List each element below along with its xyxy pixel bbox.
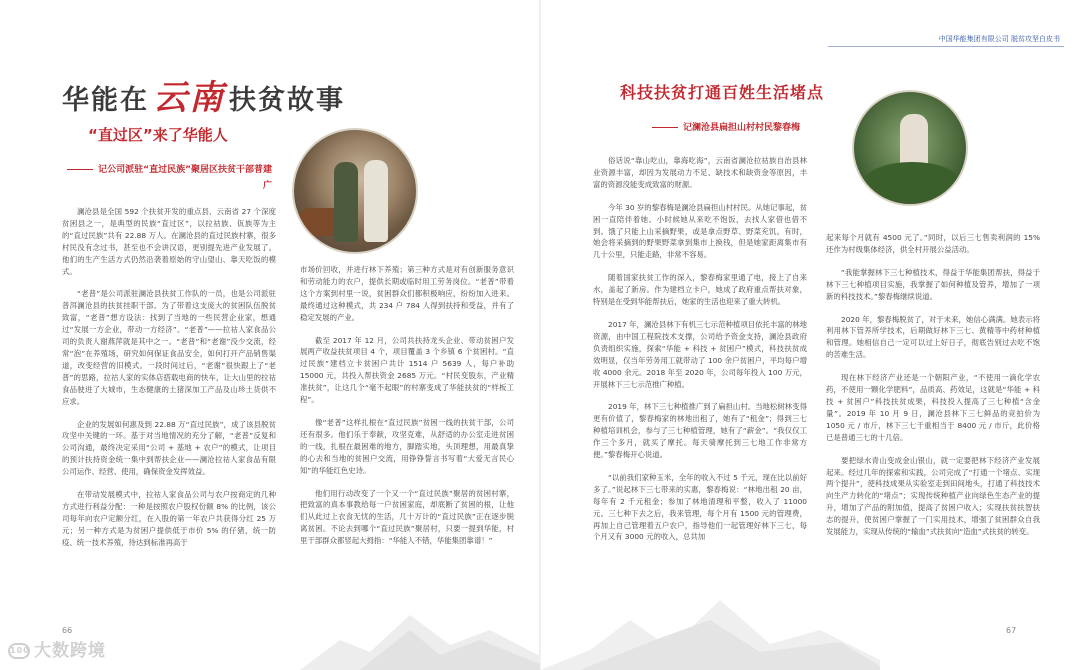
photo-cadre-with-villager: [292, 128, 418, 254]
photo-plant-shape: [864, 162, 960, 202]
mountain-ink-decoration: [300, 560, 540, 670]
mountain-ink-decoration: [540, 560, 880, 670]
story-subtitle: “直过区”来了华能人: [88, 126, 228, 144]
paragraph: 在带动发展模式中，拉祜人家食品公司与农户按商定的几种方式进行利益分配：一种是按照农户股权份额 8% 的比例，该公司每年向农户定额分红，在入股的第一年农户共获得分红 25 万元；另一种方式是为贫困户提供低于市价 5% 的仔猪，统一防疫、统一技术养殖，待达到标准再高于: [62, 490, 276, 547]
right-column-2: [826, 232, 1040, 549]
paragraph: 像“老普”这样扎根在“直过民族”贫困一线的扶贫干部，公司还有很多。他们乐于奉献，攻坚克难，从舒适的办公室走进贫困的一线，扎根在最困难的地方，脚踏实地，头顶理想，用最真挚的心去和当地的贫困户交流，用铮铮誓言书写着“大爱无言民心知”的华能红色史诗。: [300, 417, 514, 475]
paragraph: 今年 30 岁的黎春梅是澜沧县扁担山村村民。从她记事起，贫困一直陪伴着她。小时候她从来吃不饱饭，去找人家借也借不到。饿了只能上山采摘野果，或是拿点野草、野菜充饥。有时，她会将采摘到的野果野菜拿到集市上换钱，但是她家距离集市有几十公里，只能走路，非常不容易。: [593, 202, 807, 260]
left-column-2: [300, 264, 514, 558]
paragraph: 现在林下经济产业还是一个朝阳产业，“不使用一滴化学农药，不使用一颗化学肥料”，品质高、药效足，这就是“华能 + 科技 + 贫困户”科技扶贫成果，科技投入提高了三七种植“含金量”。2019 年 10 月 9 日，澜沧县林下三七鲜品的竞拍价为 1050 元 / 市斤，林下三七干重相当于 8400 元 / 市斤，此价格已是普通三七的十几倍。: [826, 373, 1040, 442]
left-column-1: [62, 206, 276, 560]
paragraph: 市场价回收，并进行林下养殖；第三种方式是对有创新服务意识和劳动能力的农户，提供长期或临时用工劳务岗位。“老普”带着这个方案到村里一说，贫困群众们都积极响应，纷纷加入进来。最终通过这种模式，共 234 户 784 人得到扶持和受益，并有了稳定发展的产业。: [300, 265, 514, 322]
paragraph: 2017 年，澜沧县林下有机三七示范种植项目依托丰富的林地资源，由中国工程院技术支撑，公司给予资金支持，澜沧县政府负责组织实施，探索“华能 + 科技 + 贫困户”模式，科技扶贫成效明显，仅当年劳务用工就带动了 100 余户贫困户，平均每户增收 4000 余元。2018 年至 2020 年，公司每年投入 100 万元，开展林下三七示范推广种植。: [593, 319, 807, 389]
paragraph: 2019 年，林下三七种植推广到了扁担山村。当地松树林变得更有价值了，黎春梅家的林地出租了，她有了“租金”；得到三七种植培训机会，参与了三七种植管理，她有了“薪金”。“我仅仅工作三个多月，就买了摩托。每天骑摩托到三七地工作非常方便。”黎春梅开心说道。: [593, 402, 807, 460]
photo-villager-with-plants: [852, 90, 968, 206]
photo-person-shape: [364, 160, 388, 242]
watermark-text: 大数跨境: [34, 641, 106, 661]
paragraph: 俗话说“靠山吃山，靠海吃海”，云南省澜沧拉祜族自治县林业资源丰富，却因为发展动力不足、缺技术和缺资金等原因，丰富的资源没能变成致富的财源。: [593, 156, 807, 189]
paragraph: 2020 年，黎春梅脱贫了，对于未来，她信心满满。她表示将利用林下管养所学技术，后期做好林下三七、黄精等中药材种植和管理。她相信自己一定可以过上好日子，彻底告别过去吃不饱的苦难生活。: [826, 314, 1040, 360]
byline-text: 记公司派驻“直过民族”聚居区扶贫干部普建广: [98, 165, 272, 191]
story-byline: [66, 162, 272, 194]
page-number-right: 67: [1006, 626, 1017, 635]
page-title: [62, 70, 345, 119]
title-part-2: 扶贫故事: [229, 85, 345, 116]
page-gutter: [539, 0, 541, 670]
source-watermark: [8, 636, 106, 661]
paragraph: 起来每个月就有 4500 元了。”同时，以后三七售卖利润的 15% 还作为村级集体经济，供全村开展公益活动。: [826, 233, 1040, 254]
paragraph: 截至 2017 年 12 月，公司共扶持龙头企业、带动贫困户发展两产收益扶贫项目 4 个，项目覆盖 3 个乡镇 6 个贫困村。“直过民族”建档立卡贫困户共计 1514 户 5639 人，每户补助 15000 元，共投入帮扶资金 2685 万元。“村民变股东，产业精准扶贫”，让这几个“毫不起眼”的村寨变成了华能扶贫的“样板工程”。: [300, 335, 514, 405]
paragraph: 他们用行动改变了一个又一个“直过民族”聚居的贫困村寨，把致富的真本事教给每一户贫困家庭，却底断了贫困的根，让他们从此过上衣食无忧的生活，几十万计的“直过民族”正在逐步脱离贫困。不论去到哪个“直过民族”聚居村，只要一提到华能，村里干部群众都竖起大拇指：“华能人不错，华能集团靠谱！”: [300, 488, 514, 546]
page-number-left: 66: [62, 626, 73, 635]
paragraph: 澜沧县是全国 592 个扶贫开发的重点县、云南省 27 个深度贫困县之一，是典型的民族“直过区”，以拉祜族、佤族等为主的“直过民族”共有 22.88 万人。在澜沧县的直过民族村寨，很多村民没有念过书，甚至也不会讲汉语，更别提先进产业发展了。他们的生产生活方式仍然沿袭着原始的守山望山、靠天吃饭的模式。: [62, 207, 276, 276]
title-script-word: 云南: [153, 78, 225, 118]
right-story-byline: [652, 120, 800, 133]
byline-text: 记澜沧县扁担山村村民黎春梅: [683, 123, 801, 133]
paragraph: 要把绿水青山变成金山银山，就一定要把林下经济产业发展起来。经过几年的探索和实践，公司完成了“打通一个堵点、实现两个提升”，使科技成果从实验室走到田间地头，打通了科技技术向生产力转化的“堵点”；实现传统种植产业向绿色生态产业的提升，增加了产品的附加值，提高了贫困户收入；实现扶贫扶智扶志的提升，使贫困户掌握了一门实用技术，增强了贫困群众自我发展能力，实现从传统的“输血”式扶贫向“造血”式扶贫的转变。: [826, 455, 1040, 537]
watermark-logo-icon: 100: [8, 643, 30, 659]
right-column-1: [593, 155, 807, 554]
byline-dash: [67, 169, 93, 170]
header-rule: [828, 46, 1064, 47]
paragraph: “老普”是公司派驻澜沧县扶贫工作队的一员，也是公司派驻普洱澜沧县的扶贫挂职干部。为了带着这支庞大的贫困队伍脱贫致富，“老普”想方设法：找到了当地的一些民营企业家，想通过“发展一方企业，带动一方经济”。“老普”——拉祜人家食品公司的负责人谢燕萍就是其中之一。“老普”和“老谢”没少交流，经常“泡”在养殖场，研究如何保证食品安全，如何打开产品销售渠道，改变经营的旧模式。一段时间过后，“老谢”很快跟上了“老普”的思路，拉祜人家的实体店搭载电商的快车，让大山里的拉祜食品驶进了大城市，生态健康的土猪深加工产品及山珍土货供不应求。: [62, 289, 276, 406]
photo-person-shape: [334, 162, 358, 242]
paragraph: 企业的发展如何惠及到 22.88 万“直过民族”，成了该县脱贫攻坚中关键的一环。基于对当地情况的充分了解，“老普”反复和公司沟通，最终决定采用“公司 + 基地 + 农户”的模式，让项目的预计扶持资金统一集中到帮扶企业——澜沧拉祜人家食品有限公司运作、经营、使用，确保资金发挥效益。: [62, 419, 276, 477]
report-header: 中国华能集团有限公司 脱贫攻坚白皮书: [938, 35, 1060, 43]
paragraph: “以前我们家种玉米，全年的收入不过 5 千元，现在比以前好多了。”说起林下三七带来的实惠，黎春梅说：“林地出租 20 亩，每年有 2 千元租金；参加了林地清理和平整，收入了 11000 元。三七种下去之后，我来管理，每个月有 1500 元的管理费，再加上自己管理着五户农户，指导他们一起管理好林下三七，每个月又有 3000 元的收入，总共加: [593, 472, 807, 542]
title-part-1: 华能在: [62, 85, 149, 116]
byline-dash: [652, 127, 678, 128]
right-story-title: 科技扶贫打通百姓生活堵点: [620, 83, 825, 102]
paragraph: “我能掌握林下三七种植技术，得益于华能集团帮扶，得益于林下三七种植项目实施，我掌握了如何种植及管养，增加了一项新的科技技术。”黎春梅继续说道。: [826, 267, 1040, 301]
paragraph: 随着国家扶贫工作的深入，黎春梅家里通了电，接上了自来水，盖起了新房。作为建档立卡户，她成了政府重点帮扶对象，特别是在受到华能帮扶后，她家的生活也迎来了重大转机。: [593, 273, 807, 307]
